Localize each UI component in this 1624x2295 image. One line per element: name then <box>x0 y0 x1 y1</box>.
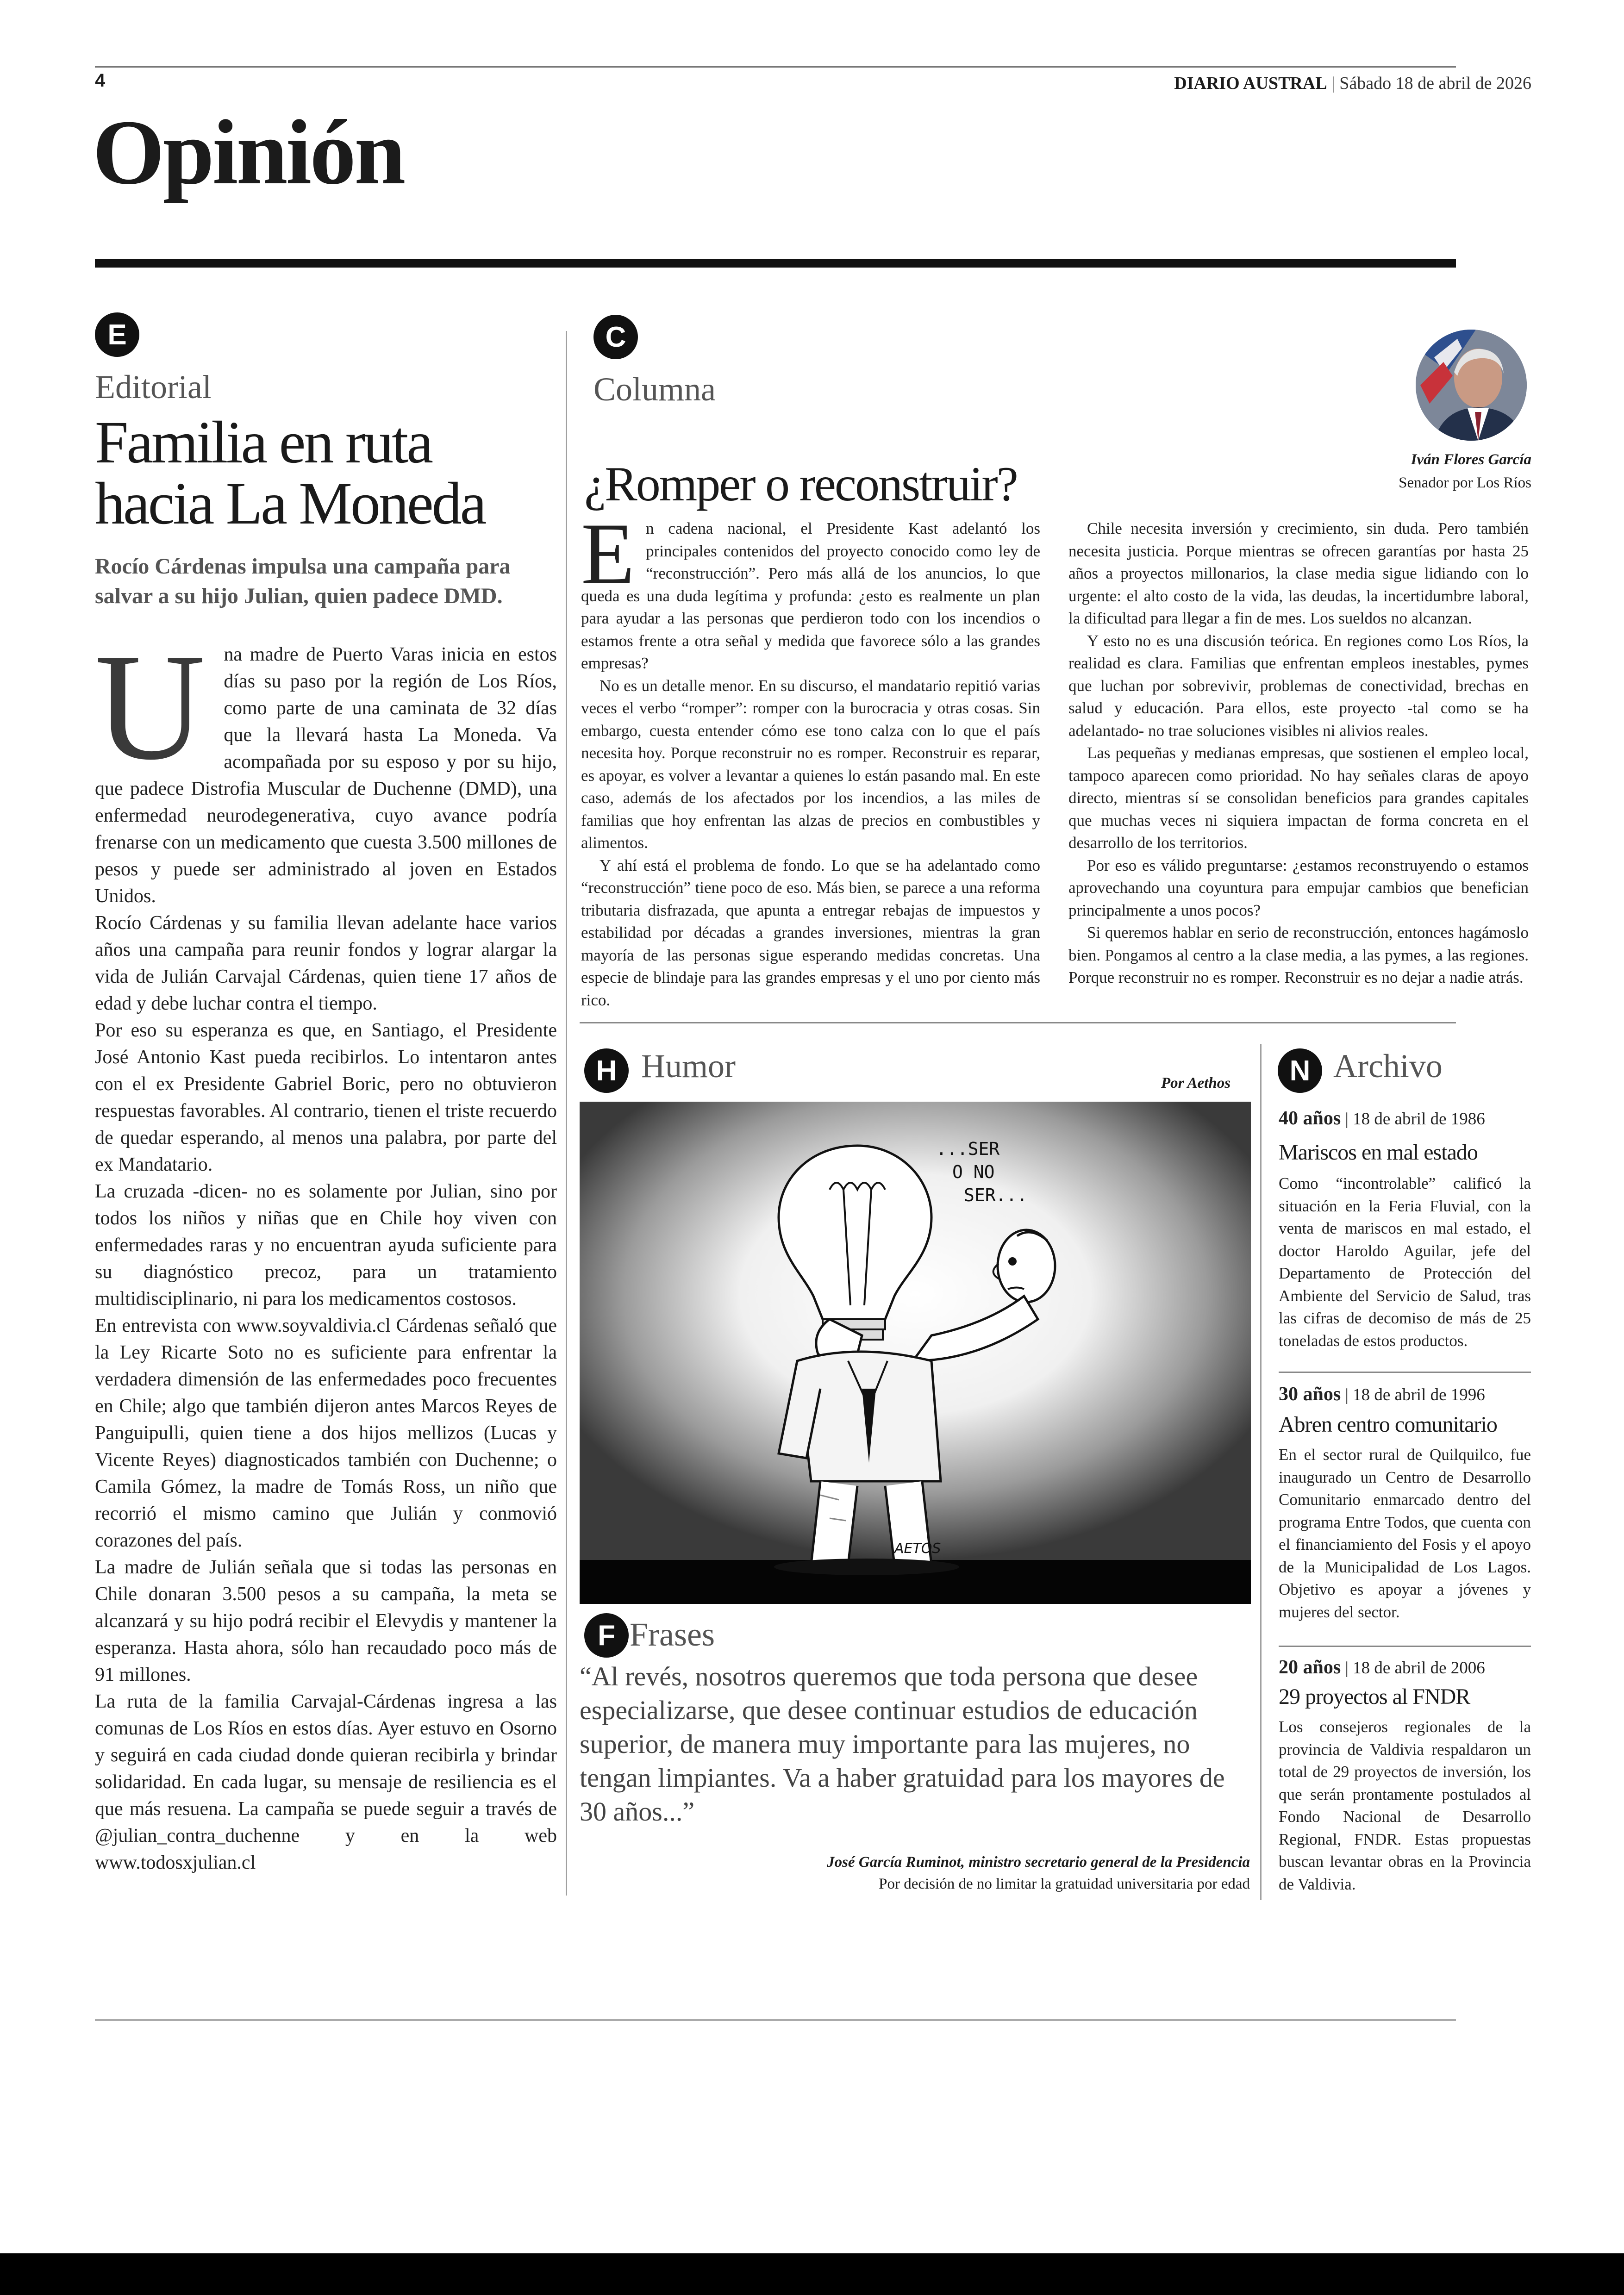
author-name: Iván Flores García <box>1411 451 1531 468</box>
archivo-head-separator: | <box>1345 1385 1353 1404</box>
editorial-badge: E <box>95 312 139 357</box>
archivo-entry-text: Los consejeros regionales de la provincia de Valdivia respaldaron un total de 29 proyectos de inversión, los que serán prontamente postulados al Fondo Nacional de Desarrollo Regional, FNDR. Estas propuestas buscan levantar obras en la Provincia de Valdivia. <box>1279 1718 1531 1893</box>
masthead-separator: | <box>1331 74 1340 93</box>
archivo-entry-years: 40 años <box>1279 1108 1341 1129</box>
archivo-entry-title: Abren centro comunitario <box>1279 1412 1497 1437</box>
editorial-paragraph-3: Por eso su esperanza es que, en Santiago, el Presidente José Antonio Kast pueda recibirlos. Lo intentaron antes con el ex Presidente Gabriel Boric, pero no obtuvieron respuestas favorables. Al contrario, tienen el triste recuerdo de quedar esperando, al menos una palabra, por parte del ex Mandatario. <box>95 1020 557 1175</box>
archivo-entry-title: Mariscos en mal estado <box>1279 1140 1478 1165</box>
masthead-date <box>1174 73 1531 94</box>
humor-badge: H <box>584 1048 629 1093</box>
editorial-body <box>95 623 557 1876</box>
columna-dropcap: E <box>581 505 635 603</box>
columna-paragraph-1: n cadena nacional, el Presidente Kast adelantó los principales contenidos del proyecto conocido como ley de “reconstrucción”. Pero más allá de los anuncios, lo que queda es una duda legítima y profunda: ¿esto es realmente un plan para ayudar a las personas que perdieron todo con los incendios o estamos frente a otra señal y medida que favorece sólo a las grandes empresas? <box>581 519 1040 672</box>
cartoon-speech-line1: ...SER <box>936 1139 1000 1159</box>
section-title: Opinión <box>93 101 404 204</box>
archivo-entry-head <box>1279 1383 1531 1405</box>
columna-paragraph-3: Y ahí está el problema de fondo. Lo que se ha adelantado como “reconstrucción” tiene poco de eso. Más bien, se parece a una reforma tributaria disfrazada, que apunta a entregar rebajas de impuestos y estabilidad por décadas a grandes inversiones, mientras la gran mayoría de las personas sigue esperando medidas concretas. Una especie de blindaje para las grandes empresas y el uno por ciento más rico. <box>581 856 1040 1009</box>
cartoon-signature: AETOS <box>894 1540 941 1557</box>
columna-paragraph-4: Chile necesita inversión y crecimiento, sin duda. Pero también necesita justicia. Porque mientras se ofrecen garantías por hasta 25 años a proyectos millonarios, la clase media sigue lidiando con lo urgente: el alto costo de la vida, las deudas, la incertidumbre laboral, la dificultad para llegar a fin de mes. Los sueldos no alcanzan. <box>1068 519 1529 627</box>
editorial-paragraph-1: na madre de Puerto Varas inicia en estos días su paso por la región de Los Ríos, como parte de una caminata de 32 días que la llevará hasta La Moneda. Va acompañada por su esposo y por su hijo, que padece Distrofia Muscular de Duchenne (DMD), una enfermedad neurodegenerativa, cuyo avance podría frenarse con un medicamento que cuesta 3.500 millones de pesos y puede ser administrado al joven en Estados Unidos. <box>95 644 557 907</box>
columna-badge: C <box>593 315 638 359</box>
archivo-entry-title: 29 proyectos al FNDR <box>1279 1684 1470 1709</box>
archivo-entry-date: 18 de abril de 1986 <box>1353 1110 1485 1129</box>
archivo-entry-years: 30 años <box>1279 1384 1341 1405</box>
cartoon-speech-line2: O NO <box>952 1162 995 1182</box>
columna-paragraph-8: Si queremos hablar en serio de reconstrucción, entonces hagámoslo bien. Pongamos al centro a la clase media, a las pymes, a las regiones. Porque reconstruir no es romper. Reconstruir es no dejar a nadie atrás. <box>1068 923 1529 986</box>
archivo-entry <box>1279 1383 1531 1623</box>
issue-date: Sábado 18 de abril de 2026 <box>1339 74 1531 93</box>
archivo-entry-date: 18 de abril de 1996 <box>1353 1385 1485 1404</box>
archivo-entry <box>1279 1107 1531 1352</box>
archivo-entry-text: Como “incontrolable” calificó la situación en la Feria Fluvial, con la venta de mariscos en mal estado, el doctor Haroldo Aguilar, jefe del Departamento de Protección del Ambiente del Servicio de Salud, tras las cifras de decomiso de más de 25 toneladas de estos productos. <box>1279 1174 1531 1350</box>
columna-label: Columna <box>593 371 716 408</box>
frases-attribution: José García Ruminot, ministro secretario general de la Presidencia <box>827 1854 1250 1871</box>
archivo-entry-head <box>1279 1656 1531 1678</box>
columna-body-col1 <box>581 505 1040 1011</box>
humor-credit: Por Aethos <box>1161 1075 1231 1091</box>
columna-bottom-rule <box>580 1022 1456 1023</box>
editorial-label: Editorial <box>95 368 212 405</box>
editorial-paragraph-7: La ruta de la familia Carvajal-Cárdenas ingresa a las comunas de Los Ríos en estos días. Ayer estuvo en Osorno y seguirá en cada ciudad donde quieran recibirla y brindar solidaridad. En cada lugar, su mensaje de resiliencia es el que más resuena. La campaña se puede seguir a través de @julian_contra_duchenne y en la web www.todosxjulian.cl <box>95 1691 557 1873</box>
columna-paragraph-5: Y esto no es una discusión teórica. En regiones como Los Ríos, la realidad es clara. Familias que enfrentan empleos inestables, pymes que luchan por sobrevivir, problemas de conectividad, brechas en salud y educación. Para ellos, este proyecto -tal como se ha adelantado- no trae soluciones visibles ni alivios reales. <box>1068 631 1529 740</box>
cartoon-illustration <box>580 1102 1251 1604</box>
page-number: 4 <box>95 70 106 91</box>
frases-badge: F <box>584 1613 629 1658</box>
archivo-divider-1 <box>1279 1372 1531 1373</box>
humor-cartoon <box>580 1102 1251 1604</box>
archivo-entry-date: 18 de abril de 2006 <box>1353 1659 1485 1678</box>
frases-quote: “Al revés, nosotros queremos que toda persona que desee especializarse, que desee continuar estudios de educación superior, de manera muy importante para las mujeres, no tengan limpiantes. Va a haber gratuidad para los mayores de 30 años...” <box>580 1661 1225 1827</box>
archivo-label: Archivo <box>1333 1048 1443 1085</box>
author-photo <box>1416 330 1527 441</box>
columna-body-col2 <box>1068 518 1529 989</box>
archivo-divider-2 <box>1279 1646 1531 1647</box>
editorial-dropcap: U <box>95 623 206 792</box>
editorial-title <box>95 409 485 537</box>
archivo-entry-text: En el sector rural de Quilquilco, fue inaugurado un Centro de Desarrollo Comunitario enmarcado dentro del programa Entre Todos, que cuenta con el financiamiento del Fosis y el apoyo de la Municipalidad de Los Lagos. Objetivo es apoyar a jóvenes y mujeres del sector. <box>1279 1446 1531 1621</box>
author-portrait-illustration <box>1416 330 1527 441</box>
masthead: DIARIO AUSTRAL <box>1174 74 1327 93</box>
columna-paragraph-7: Por eso es válido preguntarse: ¿estamos reconstruyendo o estamos aprovechando una coyuntura para empujar cambios que benefician principalmente a unos pocos? <box>1068 856 1529 919</box>
archivo-entry-years: 20 años <box>1279 1657 1341 1678</box>
archivo-entry <box>1279 1656 1531 1896</box>
editorial-title-line1: Familia en ruta <box>95 409 431 476</box>
editorial-paragraph-4: La cruzada -dicen- no es solamente por Julian, sino por todos los niños y niñas que en Chile hoy viven con enfermedades raras y no encuentran ayuda suficiente para su diagnóstico precoz, para un tratamiento multidisciplinario, ni para los medicamentos costosos. <box>95 1181 557 1310</box>
humor-archivo-divider <box>1260 1044 1262 1900</box>
section-rule <box>95 259 1456 268</box>
columna-paragraph-6: Las pequeñas y medianas empresas, que sostienen el empleo local, tampoco aparecen como prioridad. No hay señales claras de apoyo directo, mientras sí se consolidan beneficios para grandes capitales que muchas veces ni siquiera impactan de forma concreta en el desarrollo de los territorios. <box>1068 744 1529 852</box>
editorial-paragraph-5: En entrevista con www.soyvaldivia.cl Cárdenas señaló que la Ley Ricarte Soto no es suficiente para enfrentar la verdadera dimensión de las enfermedades poco frecuentes en Chile; algo que también dijeron antes Marcos Reyes de Panguipulli, quien tiene a dos hijos mellizos (Lucas y Vicente Reyes) diagnosticados también con Duchenne; o Camila Gómez, la madre de Tomás Ross, un niño que recorrió el mismo camino que Julián y conmovió corazones del país. <box>95 1315 557 1551</box>
editorial-column-divider <box>566 331 567 1896</box>
page-bottom-band <box>0 2253 1624 2295</box>
archivo-head-separator: | <box>1345 1659 1353 1678</box>
cartoon-speech-line3: SER... <box>964 1185 1028 1205</box>
columna-paragraph-2: No es un detalle menor. En su discurso, el mandatario repitió varias veces el verbo “romper”: romper con la burocracia y otras cosas. Sin embargo, cuesta entender cómo ese tono calza con lo que el país necesita hoy. Porque reconstruir no es romper. Reconstruir es reparar, es apoyar, es volver a levantar a quienes lo están pasando mal. En este caso, además de los afectados por los incendios, a las miles de familias que hoy enfrentan las alzas de precios en combustibles y alimentos. <box>581 676 1040 852</box>
humor-label: Humor <box>641 1048 736 1085</box>
archivo-entry-head <box>1279 1107 1531 1129</box>
author-role: Senador por Los Ríos <box>1399 474 1531 491</box>
frases-label: Frases <box>630 1616 715 1653</box>
archivo-head-separator: | <box>1345 1110 1353 1129</box>
frases-context: Por decisión de no limitar la gratuidad universitaria por edad <box>879 1876 1250 1892</box>
page-bottom-rule <box>95 2019 1456 2021</box>
editorial-title-line2: hacia La Moneda <box>95 470 485 537</box>
editorial-paragraph-6: La madre de Julián señala que si todas las personas en Chile donaran 3.500 pesos a su campaña, la meta se alcanzará y su hijo podrá recibir el Elevydis y mantener la esperanza. Hasta ahora, sólo han recaudado poco más de 91 millones. <box>95 1557 557 1685</box>
editorial-paragraph-2: Rocío Cárdenas y su familia llevan adelante hace varios años una campaña para reunir fondos y lograr alargar la vida de Julián Carvajal Cárdenas, quien tiene 17 años de edad y debe luchar contra el tiempo. <box>95 912 557 1014</box>
archivo-badge: N <box>1278 1048 1322 1093</box>
columna-title: ¿Romper o reconstruir? <box>584 457 1017 511</box>
editorial-subtitle: Rocío Cárdenas impulsa una campaña para salvar a su hijo Julian, quien padece DMD. <box>95 554 511 608</box>
top-hairline <box>95 66 1456 68</box>
